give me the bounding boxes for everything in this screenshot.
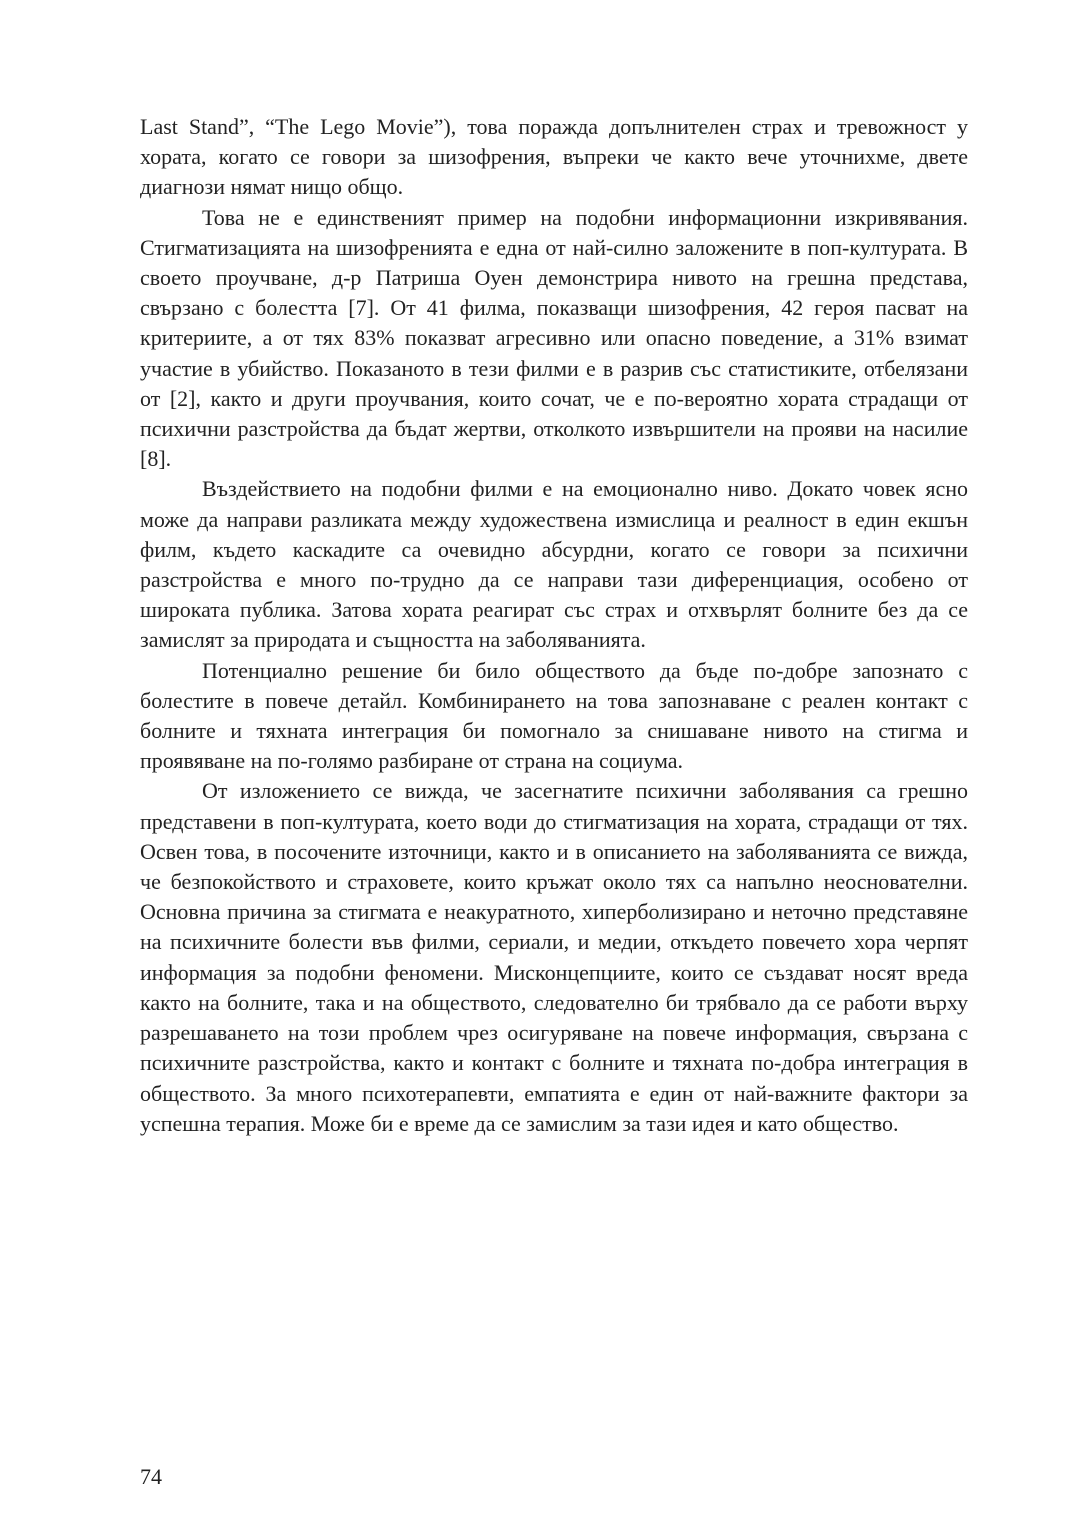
paragraph-continuation: Last Stand”, “The Lego Movie”), това поражда допълнителен страх и тревожност у хората, когато се говори за шизофрения, въпреки че както вече уточнихме, двете диагнози нямат нищо общо. bbox=[140, 114, 968, 200]
paragraph-distortions: Това не е единственият пример на подобни информационни изкривявания. Стигматизацията на шизофренията е една от най-силно заложените в поп-културата. В своето проучване, д-р Патриша Оуен демонстрира нивото на грешна представа, свързано с болестта [7]. От 41 филма, показващи шизофрения, 42 героя пасват на критериите, а от тях 83% показват агресивно или опасно поведение, а 31% взимат участие в убийство. Показаното в тези филми е в разрив със статистиките, отбелязани от [2], както и други проучвания, които сочат, че е по-вероятно хората страдащи от психични разстройства да бъдат жертви, отколкото извършители на прояви на насилие [8]. bbox=[140, 204, 968, 472]
paragraph-solution: Потенциално решение би било обществото да бъде по-добре запознато с болестите в повече детайл. Комбинирането на това запознаване с реален контакт с болните и тяхната интеграция би помогнало за снишаване нивото на стигма и проявяване на по-голямо разбиране от страна на социума. bbox=[140, 657, 968, 774]
paragraph-emotional-impact: Въздействието на подобни филми е на емоционално ниво. Докато човек ясно може да направи разликата между художествена измислица и реалност в един екшън филм, където каскадите са очевидно абсурдни, когато се говори за психични разстройства е много по-трудно да се направи тази диференциация, особено от широката публика. Затова хората реагират със страх и отхвърлят болните без да се замислят за природата и същността на заболяванията. bbox=[140, 476, 968, 653]
page-number: 74 bbox=[140, 1464, 162, 1489]
body-text bbox=[140, 112, 968, 1139]
paragraph-conclusion: От изложението се вижда, че засегнатите психични заболявания са грешно представени в поп-културата, което води до стигматизация на хората, страдащи от тях. Освен това, в посочените източници, както и в описанието на заболяванията се вижда, че безпокойството и страховете, които кръжат около тях са напълно неоснователни. Основна причина за стигмата е неакуратното, хиперболизирано и неточно представяне на психичните болести във филми, сериали, и медии, откъдето повечето хора черпят информация за подобни феномени. Мисконцепциите, които се създават носят вреда както на болните, така и на обществото, следователно би трябвало да се работи върху разрешаването на този проблем чрез осигуряване на повече информация, свързана с психичните разстройства, както и контакт с болните и тяхната по-добра интеграция в обществото. За много психотерапевти, емпатията е един от най-важните фактори за успешна терапия. Може би е време да се замислим за тази идея и като общество. bbox=[140, 778, 968, 1136]
